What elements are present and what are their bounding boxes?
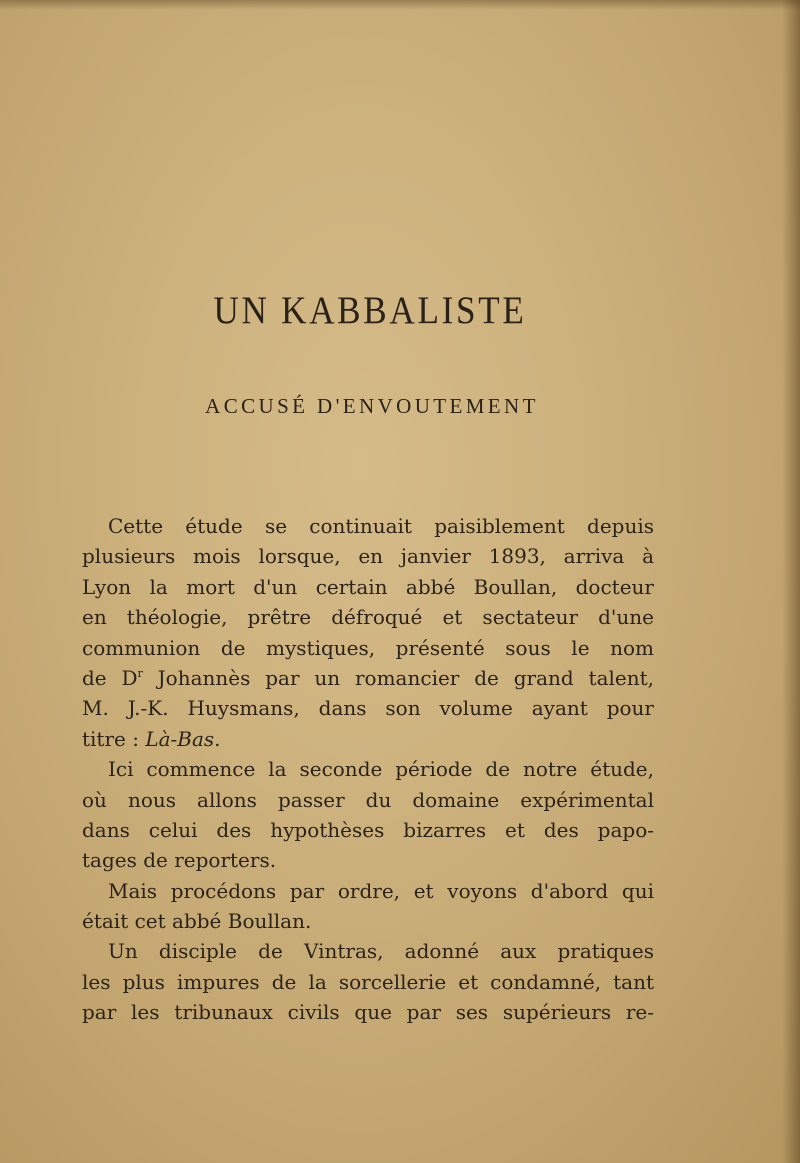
chapter-title: UN KABBALISTE — [213, 289, 527, 332]
text-line: Ici commence la seconde période de notre étude, — [108, 757, 654, 782]
chapter-subtitle: ACCUSÉ D'ENVOUTEMENT — [205, 394, 539, 418]
text-line: Cette étude se continuait paisiblement depuis — [108, 514, 654, 538]
text-line: communion de mystiques, présenté sous le nom — [82, 635, 654, 660]
text-line: les plus impures de la sorcellerie et condamné, tant — [82, 969, 654, 994]
text-line: dans celui des hypothèses bizarres et des papo- — [82, 817, 654, 842]
text-line: Un disciple de Vintras, adonné aux pratiques — [108, 939, 654, 964]
text-fragment: de D — [82, 665, 138, 690]
text-line: était cet abbé Boullan. — [82, 909, 312, 934]
text-line: par les tribunaux civils que par ses supérieurs re- — [82, 1000, 654, 1025]
text-line: Lyon la mort d'un certain abbé Boullan, docteur — [82, 574, 654, 599]
text-fragment: Johannès par un romancier de grand talent, — [142, 665, 655, 690]
text-line: Mais procédons par ordre, et voyons d'abord qui — [108, 878, 654, 903]
text-line: plusieurs mois lorsque, en janvier 1893, arriva à — [82, 544, 654, 569]
text-line: M. J.-K. Huysmans, dans son volume ayant pour — [82, 696, 654, 721]
text-line: où nous allons passer du domaine expérimental — [82, 787, 654, 812]
book-title-italic: Là-Bas. — [145, 726, 221, 751]
body-text — [82, 511, 654, 1028]
text-line — [82, 663, 654, 693]
text-fragment: titre : — [82, 726, 146, 751]
page-top-shadow — [0, 0, 800, 10]
text-line: en théologie, prêtre défroqué et sectateur d'une — [82, 605, 654, 630]
page-edge-shadow — [782, 0, 800, 1163]
text-line: tages de reporters. — [82, 848, 277, 873]
superscript: r — [137, 666, 143, 680]
text-line — [82, 724, 654, 754]
